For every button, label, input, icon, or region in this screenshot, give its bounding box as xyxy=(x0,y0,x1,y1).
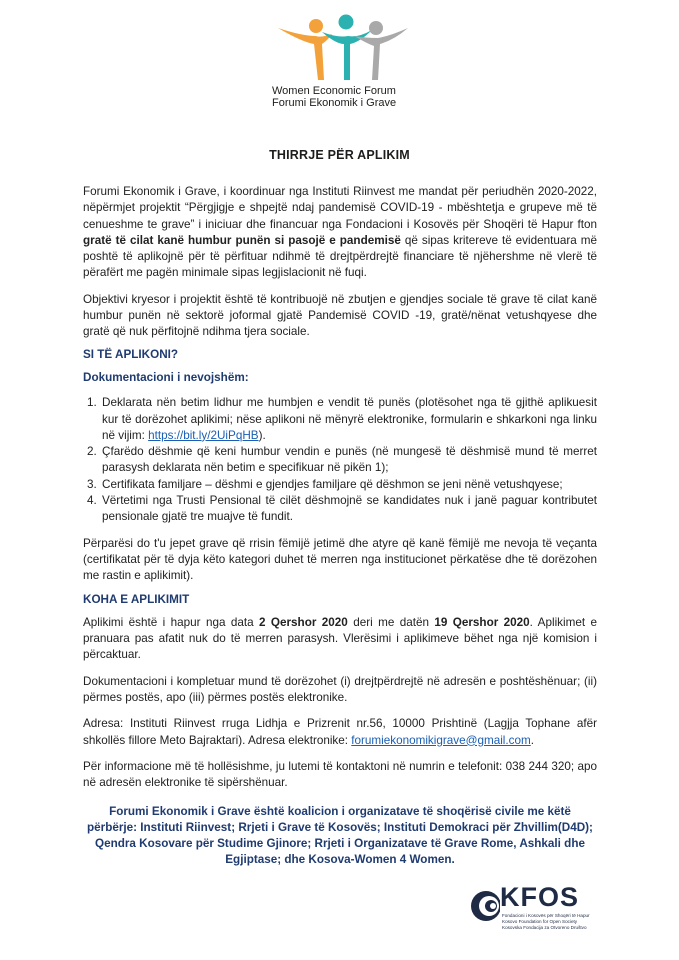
start-date: 2 Qershor 2020 xyxy=(259,615,348,629)
timing-text-mid: deri me datën xyxy=(347,615,435,629)
women-economic-forum-logo xyxy=(258,14,418,124)
timing-heading: KOHA E APLIKIMIT xyxy=(83,592,190,606)
documents-list xyxy=(83,395,597,525)
kfos-line-2: Kosovo Foundation for Open Society xyxy=(502,919,578,924)
address-text: Adresa: Instituti Riinvest rruga Lidhja e Prizrenit nr.56, 10000 Prishtinë (Lagjja Tophane afër shkollës fillore Meto Bajraktari). Adresa elektronike: xyxy=(83,717,597,747)
logo-line-english: Women Economic Forum xyxy=(272,85,396,97)
timing-text-end: . Aplikimet e pranuara pas afatit nuk do të merren parasysh. Vlerësimi i aplikimeve bëhet nga një komision i përcaktuar. xyxy=(83,615,597,662)
intro-paragraph-2: Objektivi kryesor i projektit është të kontribuojë në zbutjen e gjendjes sociale të grave të cilat kanë humbur punën në sektorë joformal gjatë Pandemisë COVID -19, gratë/nënat vetushqyese dhe gratë që nuk përfitojnë ndihma tjera sociale. xyxy=(83,292,597,339)
kfos-line-3: Kosovska Fondacija za Otvoreno Društvo xyxy=(502,925,587,930)
intro-text-cont: që sipas kritereve të evidentuara më poshtë të aplikojnë për të përfituar ndihmë të drejtpërdrejtë financiare të njëhershme në vlerë të përafërt me pagën minimale sipas legjislacionit në fuqi. xyxy=(83,233,597,280)
priority-paragraph: Përparësi do t'u jepet grave që rrisin fëmijë jetimë dhe atyre që kanë fëmijë me nevoja të veçanta (certifikatat për të dyja këto kategori duhet të merren nga institucionet përkatëse dhe të dorëzohen me rastin e aplikimit). xyxy=(83,536,597,583)
intro-emphasis: gratë të cilat kanë humbur punën si pasojë e pandemisë xyxy=(83,233,401,247)
timing-text: Aplikimi është i hapur nga data xyxy=(83,615,260,629)
timing-paragraph-2: Dokumentacioni i kompletuar mund të dorëzohet (i) drejtpërdrejtë në adresën e poshtëshënuar; (ii) përmes postës, apo (iii) përmes postës elektronike. xyxy=(83,674,597,705)
list-item-text-end: ). xyxy=(258,428,266,442)
intro-text: Forumi Ekonomik i Grave, i koordinuar nga Instituti Riinvest me mandat për periudhën 2020-2022, nëpërmjet projektit “Përgjigje e shpejtë ndaj pandemisë COVID-19 - mbështetja e grupeve më të cenueshme te grave” i iniciuar dhe financuar nga Fondacioni i Kosovës për Shoqëri të Hapur fton xyxy=(83,185,597,231)
kfos-logo xyxy=(468,884,608,934)
contact-paragraph: Për informacione më të hollësishme, ju lutemi të kontaktoni në numrin e telefonit: 038 244 320; apo në adresën elektronike të sipërshënuar. xyxy=(83,759,597,790)
form-link[interactable]: https://bit.ly/2UiPqHB xyxy=(148,428,259,442)
email-link[interactable]: forumiekonomikigrave@gmail.com xyxy=(351,733,531,747)
three-figures-icon xyxy=(272,14,412,82)
kfos-name: KFOS xyxy=(500,882,580,912)
list-item xyxy=(100,395,597,444)
kfos-emblem-icon xyxy=(468,884,500,930)
timing-paragraph-1 xyxy=(83,615,597,664)
address-paragraph xyxy=(83,716,597,749)
list-item: 3. Certifikata familjare – dëshmi e gjendjes familjare që dëshmon se jeni nënë vetushqyese; xyxy=(100,477,597,493)
how-to-apply-heading: SI TË APLIKONI? xyxy=(83,347,179,361)
list-item: 4. Vërtetimi nga Trusti Pensional të cilët dëshmojnë se kandidates nuk i janë paguar kontributet pensionale gjatë tre muajve të fundit. xyxy=(100,493,597,526)
documents-heading: Dokumentacioni i nevojshëm: xyxy=(83,370,249,384)
logo-line-albanian: Forumi Ekonomik i Grave xyxy=(272,97,397,109)
coalition-statement: Forumi Ekonomik i Grave është koalicion i organizatave të shoqërisë civile me këtë përbërje: Instituti Riinvest; Rrjeti i Grave të Kosovës; Instituti Demokraci për Zhvillim(D4D); Qendra Kosovare për Studime Gjinore; Rrjeti i Organizatave të Grave Rome, Ashkali dhe Egjiptase; dhe Kosova-Women 4 Women. xyxy=(87,804,593,867)
page-title: THIRRJE PËR APLIKIM xyxy=(269,148,410,162)
list-item-text: Deklarata nën betim lidhur me humbjen e vendit të punës (plotësohet nga të gjithë aplikuesit kur të dorëzohet aplikimi; nëse aplikoni në mënyrë elektronike, formularin e shkarkoni nga linku në vijim: xyxy=(102,396,597,442)
address-text-end: . xyxy=(530,733,534,747)
list-item: 2. Çfarëdo dëshmie që keni humbur vendin e punës (në mungesë të dëshmisë mund të merret parasysh deklarata nën betim e specifikuar në pikën 1); xyxy=(100,444,597,477)
document-body xyxy=(83,184,597,869)
kfos-line-1: Fondacioni i Kosovës për Shoqëri të Hapur xyxy=(502,913,590,918)
intro-paragraph-1 xyxy=(83,184,597,282)
end-date: 19 Qershor 2020 xyxy=(434,615,530,629)
